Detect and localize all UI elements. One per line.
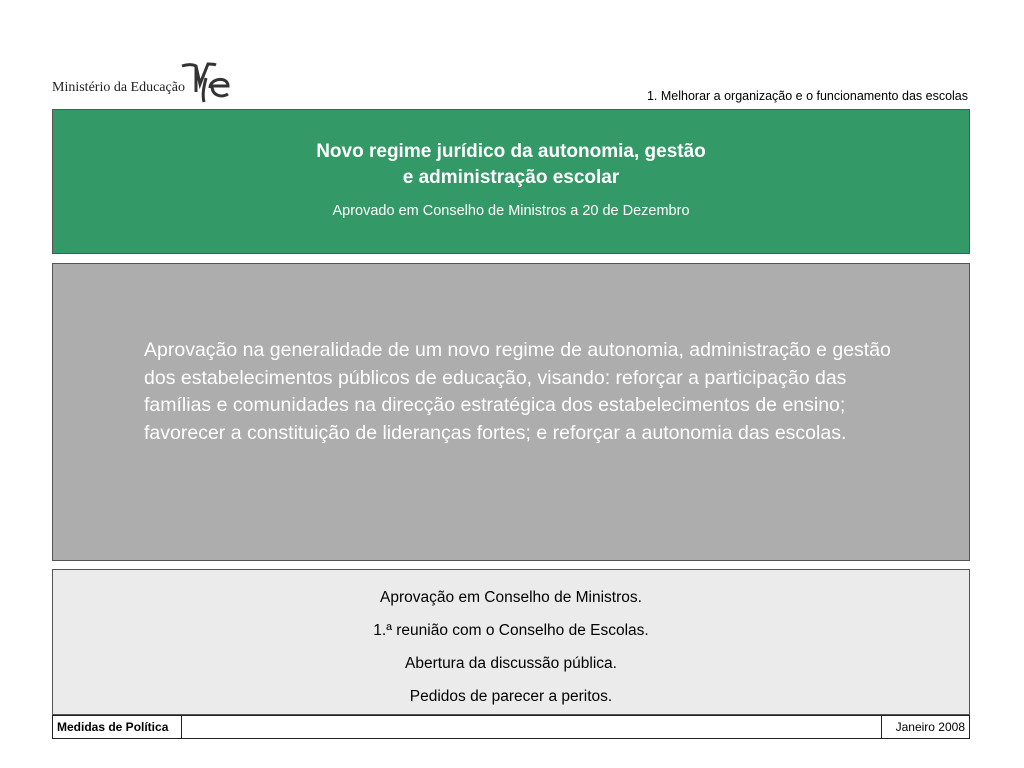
step-item: Aprovação em Conselho de Ministros. bbox=[380, 589, 642, 606]
step-item: 1.ª reunião com o Conselho de Escolas. bbox=[373, 622, 649, 639]
footer-spacer bbox=[182, 716, 881, 738]
footer-date: Janeiro 2008 bbox=[881, 716, 969, 738]
step-item: Pedidos de parecer a peritos. bbox=[409, 688, 613, 705]
steps-box bbox=[52, 569, 970, 715]
footer bbox=[52, 715, 970, 739]
ministry-logo bbox=[52, 58, 242, 104]
page-title bbox=[53, 139, 969, 191]
footer-category: Medidas de Política bbox=[53, 716, 182, 738]
page-title-line-1: Novo regime jurídico da autonomia, gestão bbox=[316, 141, 706, 162]
section-label: 1. Melhorar a organização e o funcionamento das escolas bbox=[646, 89, 968, 103]
page-subtitle: Aprovado em Conselho de Ministros a 20 de Dezembro bbox=[332, 203, 690, 219]
me-monogram-icon bbox=[180, 58, 232, 104]
step-item: Abertura da discussão pública. bbox=[405, 655, 617, 672]
description-text: Aprovação na generalidade de um novo regime de autonomia, administração e gestão dos estabelecimentos públicos de educação, visando: reforçar a participação das famílias e comunidades na direcção estratégica dos estabelecimentos de ensino; favorecer a constituição de lideranças fortes; e reforçar a autonomia das escolas. bbox=[144, 339, 891, 444]
page-title-line-2: e administração escolar bbox=[402, 167, 620, 188]
title-box bbox=[52, 109, 970, 254]
description-box bbox=[52, 263, 970, 561]
logo-text: Ministério da Educação bbox=[52, 80, 185, 95]
